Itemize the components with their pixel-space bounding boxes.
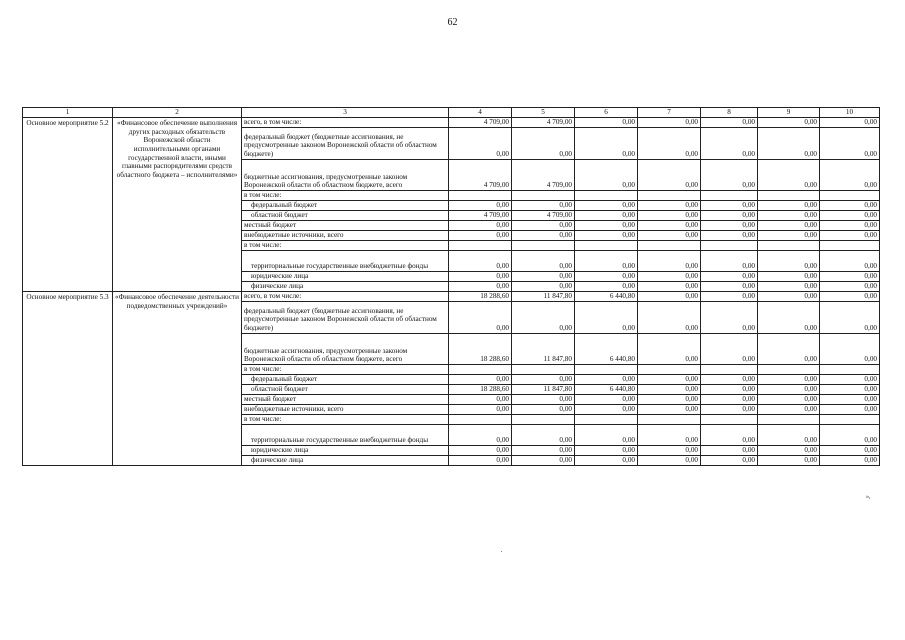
column-header: 1 (23, 108, 113, 118)
amount-cell: 18 288,60 (449, 333, 512, 365)
column-header: 10 (820, 108, 880, 118)
amount-cell: 0,00 (820, 425, 880, 446)
amount-cell: 11 847,80 (512, 333, 575, 365)
activity-description-cell: «Финансовое обеспечение выполнения других расходных обязательств Воронежской области исполнительными органами государственной власти, иными главными распорядителями средств областного бюджета – исполнителями» (113, 118, 242, 292)
amount-cell (820, 415, 880, 425)
funding-source-cell: в том числе: (242, 415, 449, 425)
amount-cell (575, 415, 638, 425)
funding-source-cell: юридические лица (242, 272, 449, 282)
funding-source-cell: в том числе: (242, 191, 449, 201)
amount-cell: 0,00 (449, 251, 512, 272)
amount-cell: 0,00 (638, 456, 701, 466)
amount-cell (701, 415, 758, 425)
page-number: 62 (447, 17, 458, 28)
amount-cell: 0,00 (638, 221, 701, 231)
funding-source-cell: федеральный бюджет (бюджетные ассигнования, не предусмотренные законом Воронежской области об областном бюджете) (242, 302, 449, 334)
amount-cell: 0,00 (575, 251, 638, 272)
amount-cell: 0,00 (701, 333, 758, 365)
amount-cell: 11 847,80 (512, 292, 575, 302)
amount-cell: 0,00 (701, 292, 758, 302)
amount-cell: 0,00 (701, 302, 758, 334)
amount-cell: 0,00 (512, 456, 575, 466)
amount-cell: 0,00 (820, 385, 880, 395)
amount-cell (638, 415, 701, 425)
amount-cell: 0,00 (512, 128, 575, 160)
activity-name-cell: Основное мероприятие 5.2 (23, 118, 113, 292)
amount-cell: 0,00 (820, 231, 880, 241)
amount-cell: 0,00 (512, 201, 575, 211)
amount-cell: 0,00 (449, 405, 512, 415)
amount-cell: 0,00 (638, 201, 701, 211)
amount-cell: 0,00 (638, 128, 701, 160)
amount-cell (758, 191, 820, 201)
amount-cell: 0,00 (758, 425, 820, 446)
amount-cell: 0,00 (449, 375, 512, 385)
column-header: 7 (638, 108, 701, 118)
amount-cell (449, 365, 512, 375)
amount-cell: 0,00 (820, 405, 880, 415)
amount-cell (820, 191, 880, 201)
amount-cell: 6 440,80 (575, 385, 638, 395)
amount-cell: 0,00 (701, 231, 758, 241)
amount-cell: 4 709,00 (512, 159, 575, 191)
amount-cell (701, 365, 758, 375)
amount-cell: 0,00 (512, 231, 575, 241)
amount-cell: 0,00 (820, 282, 880, 292)
amount-cell: 0,00 (638, 395, 701, 405)
amount-cell: 0,00 (820, 272, 880, 282)
amount-cell: 0,00 (758, 385, 820, 395)
amount-cell: 0,00 (820, 221, 880, 231)
funding-source-cell: юридические лица (242, 446, 449, 456)
amount-cell: 0,00 (701, 118, 758, 128)
funding-source-cell: территориальные государственные внебюджетные фонды (242, 251, 449, 272)
amount-cell: 0,00 (512, 221, 575, 231)
amount-cell (449, 191, 512, 201)
table-body (23, 108, 880, 466)
amount-cell: 0,00 (758, 446, 820, 456)
amount-cell (575, 241, 638, 251)
amount-cell: 0,00 (758, 211, 820, 221)
amount-cell: 0,00 (512, 302, 575, 334)
column-header: 4 (449, 108, 512, 118)
amount-cell: 0,00 (575, 118, 638, 128)
amount-cell: 0,00 (512, 425, 575, 446)
amount-cell: 0,00 (758, 201, 820, 211)
activity-description-cell: «Финансовое обеспечение деятельности подведомственных учреждений» (113, 292, 242, 466)
amount-cell: 0,00 (575, 272, 638, 282)
amount-cell: 0,00 (512, 375, 575, 385)
funding-source-cell: федеральный бюджет (бюджетные ассигнования, не предусмотренные законом Воронежской области об областном бюджете) (242, 128, 449, 160)
amount-cell: 0,00 (701, 128, 758, 160)
amount-cell: 0,00 (449, 282, 512, 292)
amount-cell: 0,00 (758, 292, 820, 302)
amount-cell: 0,00 (701, 425, 758, 446)
amount-cell: 0,00 (758, 118, 820, 128)
amount-cell: 0,00 (638, 159, 701, 191)
amount-cell: 0,00 (449, 395, 512, 405)
amount-cell: 6 440,80 (575, 292, 638, 302)
amount-cell: 0,00 (449, 221, 512, 231)
amount-cell (758, 365, 820, 375)
amount-cell: 0,00 (701, 201, 758, 211)
amount-cell: 0,00 (758, 302, 820, 334)
amount-cell: 4 709,00 (449, 118, 512, 128)
funding-source-cell: местный бюджет (242, 221, 449, 231)
amount-cell: 0,00 (701, 385, 758, 395)
amount-cell: 0,00 (575, 282, 638, 292)
amount-cell: 0,00 (758, 221, 820, 231)
amount-cell (512, 191, 575, 201)
amount-cell (512, 241, 575, 251)
amount-cell: 11 847,80 (512, 385, 575, 395)
amount-cell: 0,00 (820, 201, 880, 211)
amount-cell: 0,00 (449, 128, 512, 160)
amount-cell: 0,00 (575, 375, 638, 385)
amount-cell (512, 415, 575, 425)
amount-cell: 0,00 (820, 446, 880, 456)
amount-cell (449, 241, 512, 251)
amount-cell: 0,00 (758, 375, 820, 385)
amount-cell: 0,00 (512, 446, 575, 456)
amount-cell: 0,00 (820, 292, 880, 302)
amount-cell: 0,00 (575, 456, 638, 466)
amount-cell: 0,00 (758, 128, 820, 160)
amount-cell: 0,00 (575, 395, 638, 405)
amount-cell: 0,00 (758, 251, 820, 272)
amount-cell: 0,00 (638, 282, 701, 292)
column-header: 9 (758, 108, 820, 118)
funding-source-cell: местный бюджет (242, 395, 449, 405)
amount-cell: 0,00 (701, 159, 758, 191)
amount-cell: 0,00 (701, 395, 758, 405)
amount-cell: 0,00 (638, 211, 701, 221)
amount-cell: 0,00 (575, 211, 638, 221)
amount-cell: 0,00 (512, 251, 575, 272)
amount-cell: 0,00 (701, 405, 758, 415)
amount-cell: 0,00 (820, 211, 880, 221)
amount-cell: 0,00 (820, 333, 880, 365)
amount-cell: 0,00 (449, 302, 512, 334)
amount-cell: 0,00 (701, 375, 758, 385)
amount-cell (701, 241, 758, 251)
amount-cell: 6 440,80 (575, 333, 638, 365)
amount-cell: 0,00 (701, 456, 758, 466)
amount-cell: 0,00 (638, 231, 701, 241)
amount-cell: 0,00 (575, 231, 638, 241)
funding-source-cell: внебюджетные источники, всего (242, 405, 449, 415)
amount-cell (575, 365, 638, 375)
amount-cell (820, 241, 880, 251)
amount-cell: 0,00 (758, 405, 820, 415)
funding-source-cell: всего, в том числе: (242, 118, 449, 128)
header-row (23, 108, 880, 118)
funding-source-cell: физические лица (242, 282, 449, 292)
amount-cell: 0,00 (701, 282, 758, 292)
amount-cell: 0,00 (638, 405, 701, 415)
amount-cell (638, 365, 701, 375)
funding-source-cell: физические лица (242, 456, 449, 466)
amount-cell: 18 288,60 (449, 292, 512, 302)
column-header: 2 (113, 108, 242, 118)
amount-cell: 0,00 (449, 201, 512, 211)
amount-cell: 0,00 (820, 302, 880, 334)
funding-source-cell: областной бюджет (242, 385, 449, 395)
amount-cell: 0,00 (820, 128, 880, 160)
amount-cell: 0,00 (638, 251, 701, 272)
amount-cell: 0,00 (758, 272, 820, 282)
amount-cell: 0,00 (575, 201, 638, 211)
activity-name-cell: Основное мероприятие 5.3 (23, 292, 113, 466)
amount-cell: 0,00 (758, 395, 820, 405)
funding-source-cell: федеральный бюджет (242, 375, 449, 385)
amount-cell (758, 415, 820, 425)
amount-cell: 0,00 (449, 446, 512, 456)
amount-cell: 0,00 (638, 272, 701, 282)
corner-mark: », (866, 494, 871, 500)
amount-cell: 0,00 (449, 231, 512, 241)
funding-source-cell: в том числе: (242, 241, 449, 251)
amount-cell: 0,00 (701, 221, 758, 231)
amount-cell: 0,00 (820, 159, 880, 191)
scan-speck (501, 551, 502, 552)
amount-cell: 0,00 (758, 159, 820, 191)
amount-cell: 0,00 (575, 221, 638, 231)
amount-cell: 0,00 (758, 456, 820, 466)
funding-source-cell: территориальные государственные внебюджетные фонды (242, 425, 449, 446)
column-header: 5 (512, 108, 575, 118)
amount-cell (638, 191, 701, 201)
amount-cell: 0,00 (820, 456, 880, 466)
amount-cell: 0,00 (512, 405, 575, 415)
amount-cell: 0,00 (575, 128, 638, 160)
amount-cell: 0,00 (638, 385, 701, 395)
amount-cell: 0,00 (638, 425, 701, 446)
table-row (23, 292, 880, 302)
funding-source-cell: областной бюджет (242, 211, 449, 221)
amount-cell (449, 415, 512, 425)
funding-source-cell: всего, в том числе: (242, 292, 449, 302)
amount-cell: 0,00 (701, 446, 758, 456)
amount-cell: 0,00 (512, 272, 575, 282)
funding-source-cell: федеральный бюджет (242, 201, 449, 211)
amount-cell: 0,00 (575, 446, 638, 456)
amount-cell: 0,00 (575, 405, 638, 415)
amount-cell: 0,00 (449, 272, 512, 282)
amount-cell: 4 709,00 (449, 211, 512, 221)
amount-cell: 0,00 (758, 231, 820, 241)
funding-source-cell: бюджетные ассигнования, предусмотренные законом Воронежской области об областном бюджете, всего (242, 333, 449, 365)
amount-cell: 0,00 (701, 272, 758, 282)
budget-table (22, 107, 880, 466)
funding-source-cell: в том числе: (242, 365, 449, 375)
amount-cell: 0,00 (701, 211, 758, 221)
amount-cell: 0,00 (449, 425, 512, 446)
amount-cell: 0,00 (512, 395, 575, 405)
amount-cell: 0,00 (820, 375, 880, 385)
column-header: 3 (242, 108, 449, 118)
amount-cell: 0,00 (758, 282, 820, 292)
amount-cell: 4 709,00 (512, 211, 575, 221)
amount-cell (575, 191, 638, 201)
amount-cell: 4 709,00 (512, 118, 575, 128)
amount-cell (638, 241, 701, 251)
amount-cell: 0,00 (638, 446, 701, 456)
funding-source-cell: бюджетные ассигнования, предусмотренные законом Воронежской области об областном бюджете, всего (242, 159, 449, 191)
amount-cell: 0,00 (449, 456, 512, 466)
amount-cell: 0,00 (638, 375, 701, 385)
amount-cell: 0,00 (512, 282, 575, 292)
amount-cell: 4 709,00 (449, 159, 512, 191)
funding-source-cell: внебюджетные источники, всего (242, 231, 449, 241)
amount-cell (820, 365, 880, 375)
amount-cell: 0,00 (820, 395, 880, 405)
amount-cell: 0,00 (575, 302, 638, 334)
amount-cell: 0,00 (575, 425, 638, 446)
amount-cell: 0,00 (820, 118, 880, 128)
amount-cell: 0,00 (638, 333, 701, 365)
column-header: 6 (575, 108, 638, 118)
amount-cell (512, 365, 575, 375)
amount-cell: 0,00 (701, 251, 758, 272)
amount-cell: 0,00 (638, 302, 701, 334)
column-header: 8 (701, 108, 758, 118)
table-row (23, 118, 880, 128)
amount-cell: 0,00 (758, 333, 820, 365)
amount-cell: 0,00 (638, 292, 701, 302)
amount-cell: 18 288,60 (449, 385, 512, 395)
amount-cell: 0,00 (575, 159, 638, 191)
amount-cell (758, 241, 820, 251)
amount-cell: 0,00 (638, 118, 701, 128)
amount-cell (701, 191, 758, 201)
amount-cell: 0,00 (820, 251, 880, 272)
